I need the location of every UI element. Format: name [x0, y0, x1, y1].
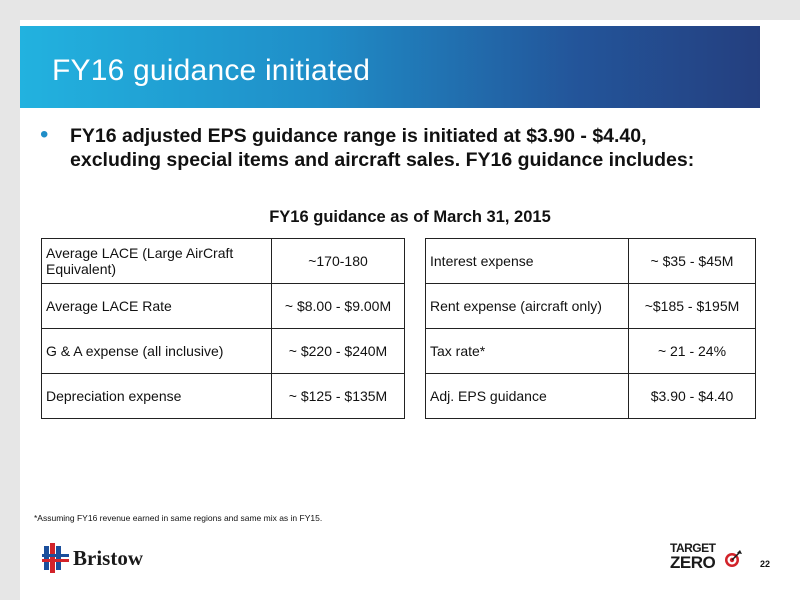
target-icon [724, 550, 742, 568]
slide-title: FY16 guidance initiated [52, 54, 371, 87]
table-title: FY16 guidance as of March 31, 2015 [269, 208, 551, 226]
bristow-logo-icon [42, 542, 70, 574]
row-value: ~ $220 - $240M [272, 329, 405, 374]
bullet-text: FY16 adjusted EPS guidance range is initiated at $3.90 - $4.40, excluding special items and aircraft sales. FY16 guidance includes: [70, 125, 695, 171]
table-row [426, 329, 756, 374]
left-guidance-table [41, 238, 405, 419]
row-value: ~ $8.00 - $9.00M [272, 284, 405, 329]
row-value: ~ $35 - $45M [629, 239, 756, 284]
row-label: Average LACE (Large AirCraft Equivalent) [42, 239, 272, 284]
row-label: Tax rate* [426, 329, 629, 374]
target-zero-bottom-text: ZERO [670, 553, 716, 572]
table-row [42, 284, 405, 329]
title-banner [20, 26, 760, 108]
table-row [426, 374, 756, 419]
table-row [426, 284, 756, 329]
row-label: Average LACE Rate [42, 284, 272, 329]
table-row [42, 374, 405, 419]
row-value: $3.90 - $4.40 [629, 374, 756, 419]
logo-text: Bristow [73, 546, 143, 570]
slide [20, 20, 800, 600]
row-value: ~170-180 [272, 239, 405, 284]
bullet-dot-icon: • [40, 121, 49, 148]
row-value: ~ $125 - $135M [272, 374, 405, 419]
row-label: Rent expense (aircraft only) [426, 284, 629, 329]
row-label: Interest expense [426, 239, 629, 284]
row-value: ~$185 - $195M [629, 284, 756, 329]
target-zero-top-text: TARGET [670, 541, 716, 555]
page-number: 22 [760, 559, 771, 569]
table-row [42, 329, 405, 374]
target-zero-logo [670, 540, 750, 576]
right-guidance-table [425, 238, 756, 419]
table-row [426, 239, 756, 284]
row-label: G & A expense (all inclusive) [42, 329, 272, 374]
footnote: *Assuming FY16 revenue earned in same regions and same mix as in FY15. [34, 513, 323, 523]
row-label: Adj. EPS guidance [426, 374, 629, 419]
table-row [42, 239, 405, 284]
row-label: Depreciation expense [42, 374, 272, 419]
row-value: ~ 21 - 24% [629, 329, 756, 374]
bristow-logo [42, 540, 162, 576]
